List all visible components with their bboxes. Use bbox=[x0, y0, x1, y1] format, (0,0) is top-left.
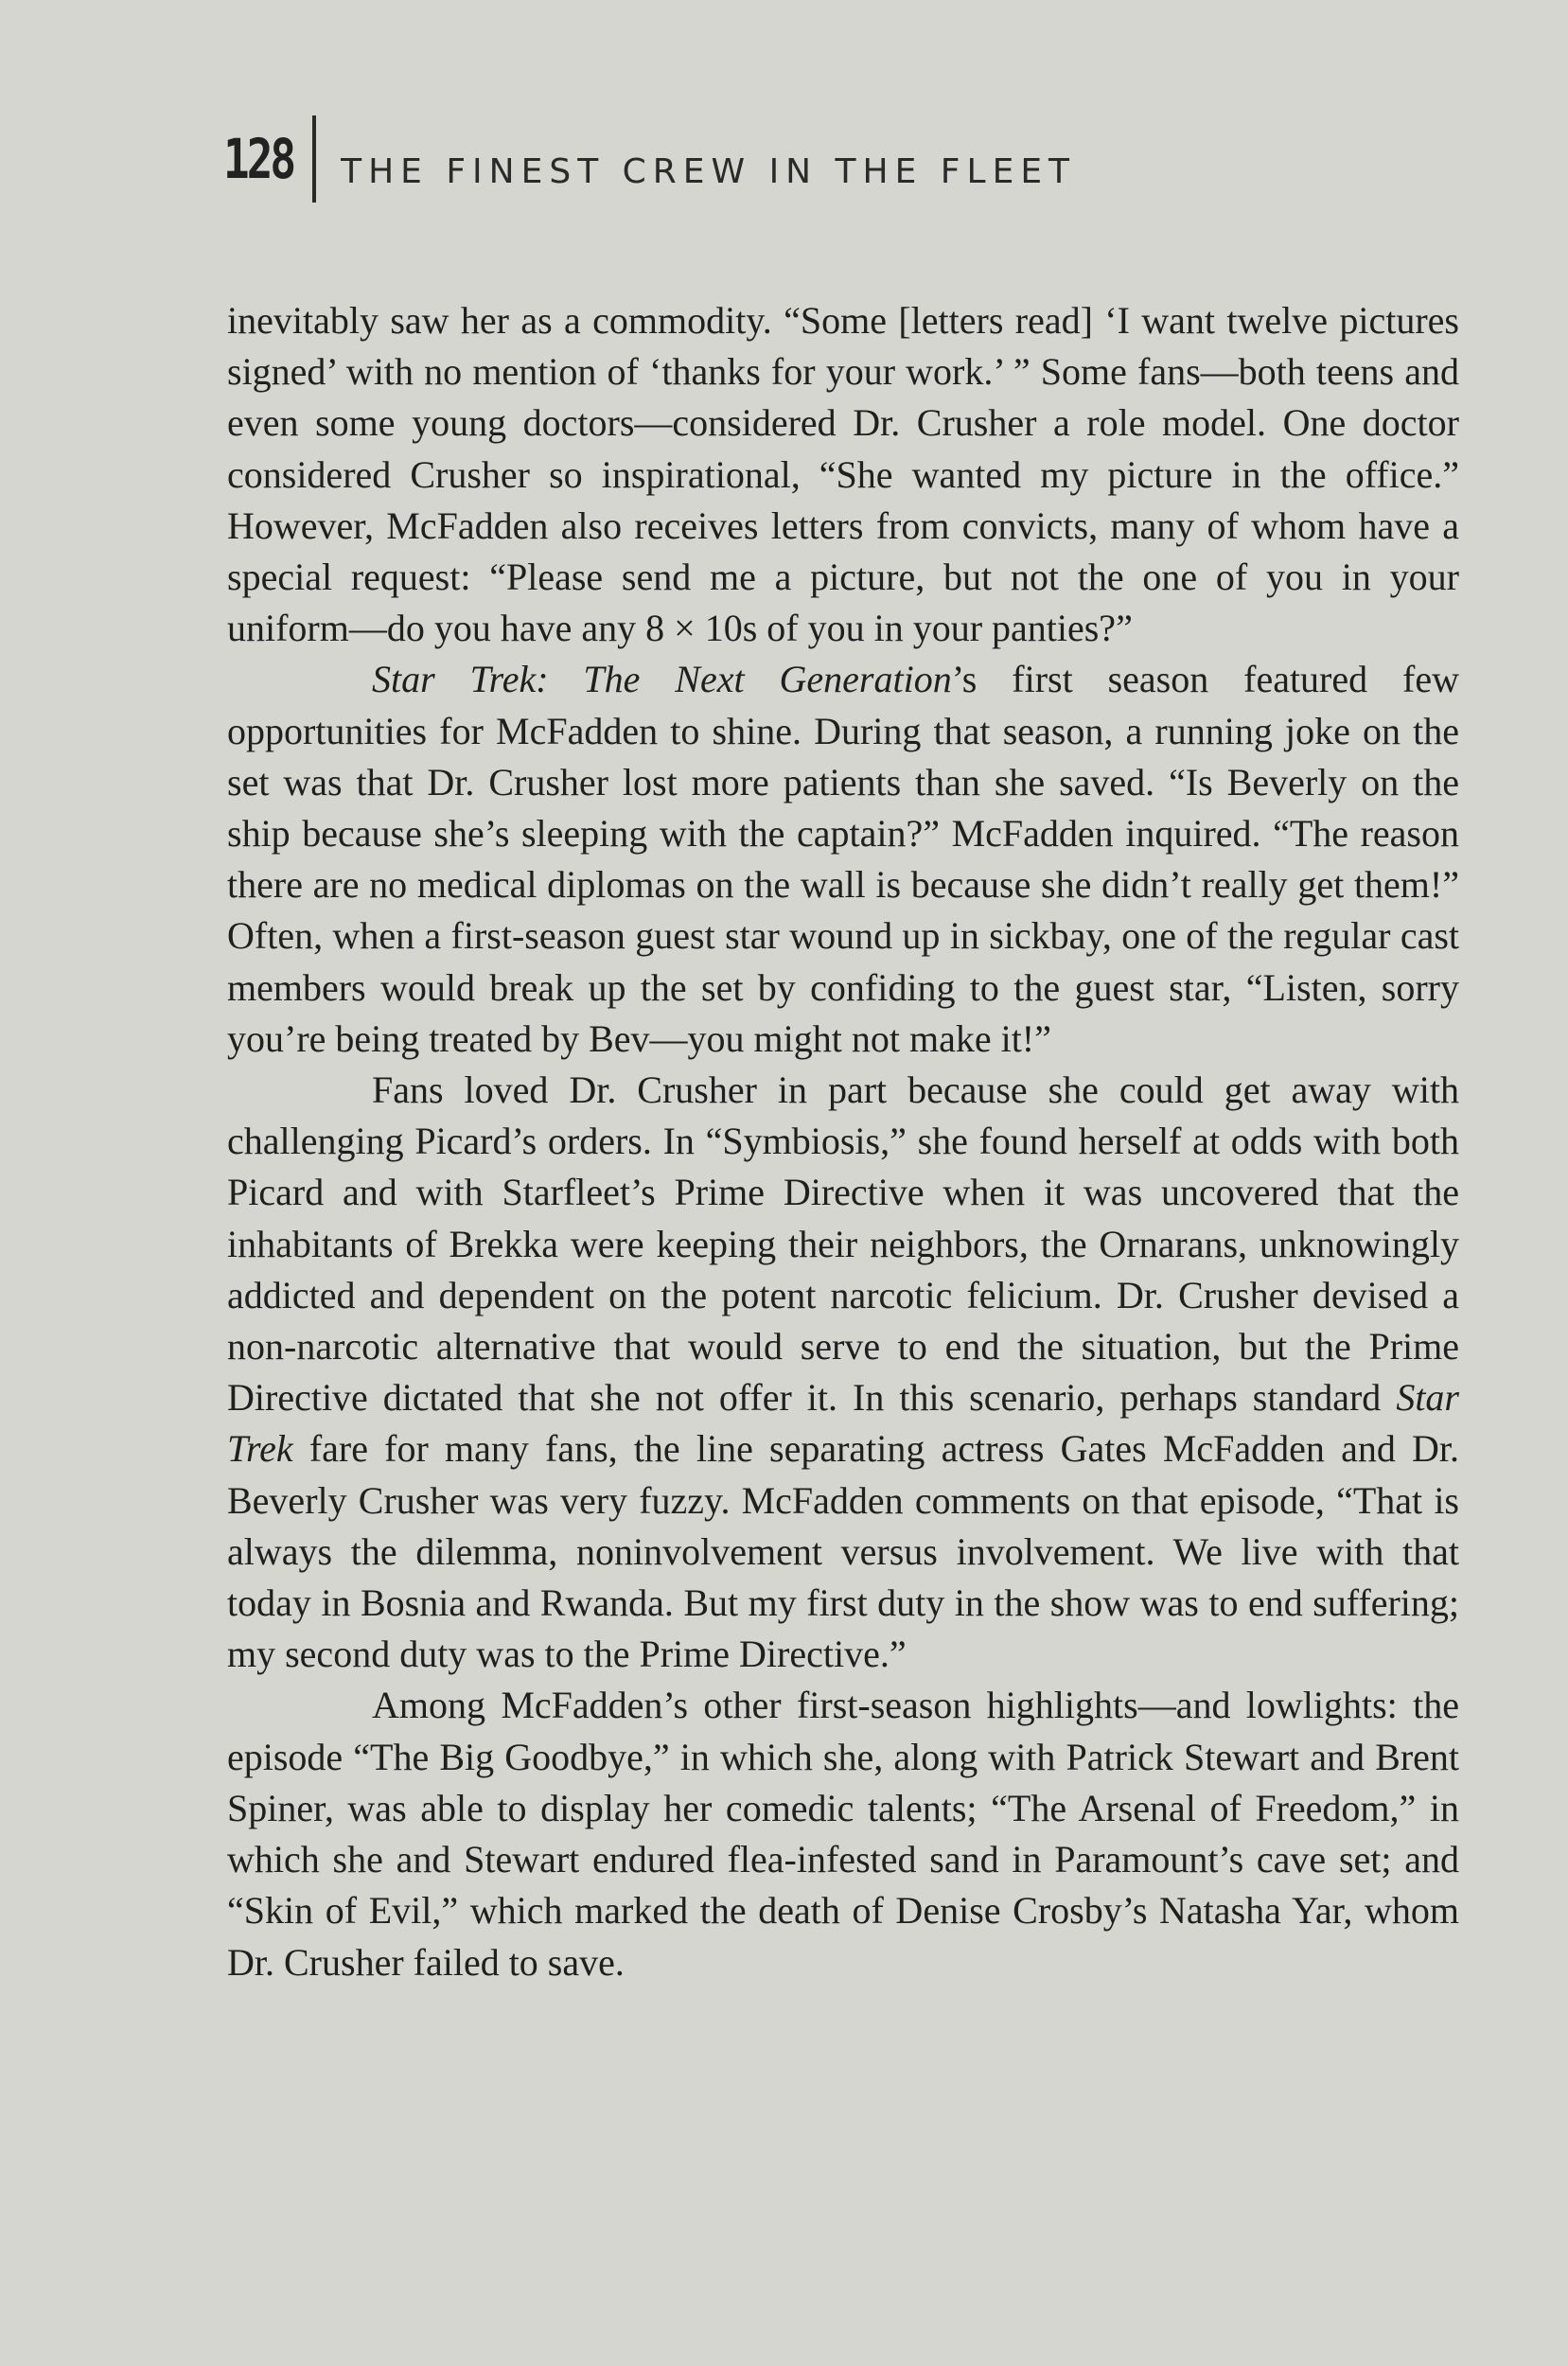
running-title: THE FINEST CREW IN THE FLEET bbox=[341, 152, 1077, 191]
text-run: inevitably saw her as a commodity. “Some [letters read] ‘I want twelve pictures signed’ with no mention of ‘thanks for your work.’ ” Some fans—both teens and even some young doctors—considered Dr. Crusher a role model. One doctor considered Crusher so inspirational, “She wanted my picture in the office.” However, McFadden also receives letters from convicts, many of whom have a special request: “Please send me a picture, but not the one of you in your uniform—do you have any 8 × 10s of you in your panties?” bbox=[227, 299, 1459, 650]
page-number: 128 bbox=[223, 127, 294, 191]
body-text bbox=[227, 295, 1459, 1988]
paragraph bbox=[227, 295, 1459, 654]
paragraph bbox=[227, 654, 1459, 1065]
italic-title: Star Trek: The Next Generation bbox=[372, 658, 952, 701]
running-head bbox=[223, 112, 1076, 206]
italic-title: Star Trek bbox=[227, 1376, 1459, 1471]
header-divider bbox=[312, 115, 316, 203]
paragraph bbox=[227, 1680, 1459, 1987]
text-run: ’s first season featured few opportunities for McFadden to shine. During that season, a running joke on the set was that Dr. Crusher lost more patients than she saved. “Is Beverly on the ship because she’s sleeping with the captain?” McFadden inquired. “The reason there are no medical diplomas on the wall is because she didn’t really get them!” Often, when a first-season guest star wound up in sickbay, one of the regular cast members would break up the set by confiding to the guest star, “Listen, sorry you’re being treated by Bev—you might not make it!” bbox=[227, 658, 1459, 1060]
text-run: Among McFadden’s other first-season highlights—and lowlights: the episode “The Big Goodbye,” in which she, along with Patrick Stewart and Brent Spiner, was able to display her comedic talents; “The Arsenal of Freedom,” in which she and Stewart endured flea-infested sand in Paramount’s cave set; and “Skin of Evil,” which marked the death of Denise Crosby’s Natasha Yar, whom Dr. Crusher failed to save. bbox=[227, 1684, 1459, 1984]
paragraph bbox=[227, 1065, 1459, 1680]
text-run: Fans loved Dr. Crusher in part because she could get away with challenging Picard’s orders. In “Symbiosis,” she found herself at odds with both Picard and with Starfleet’s Prime Directive when it was uncovered that the inhabitants of Brekka were keeping their neighbors, the Ornarans, unknowingly addicted and dependent on the potent narcotic felicium. Dr. Crusher devised a non-narcotic alternative that would serve to end the situation, but the Prime Directive dictated that she not offer it. In this scenario, perhaps standard bbox=[227, 1068, 1459, 1420]
text-run: fare for many fans, the line separating actress Gates McFadden and Dr. Beverly Crusher was very fuzzy. McFadden comments on that episode, “That is always the dilemma, noninvolvement versus involvement. We live with that today in Bosnia and Rwanda. But my first duty in the show was to end suffering; my second duty was to the Prime Directive.” bbox=[227, 1427, 1459, 1676]
